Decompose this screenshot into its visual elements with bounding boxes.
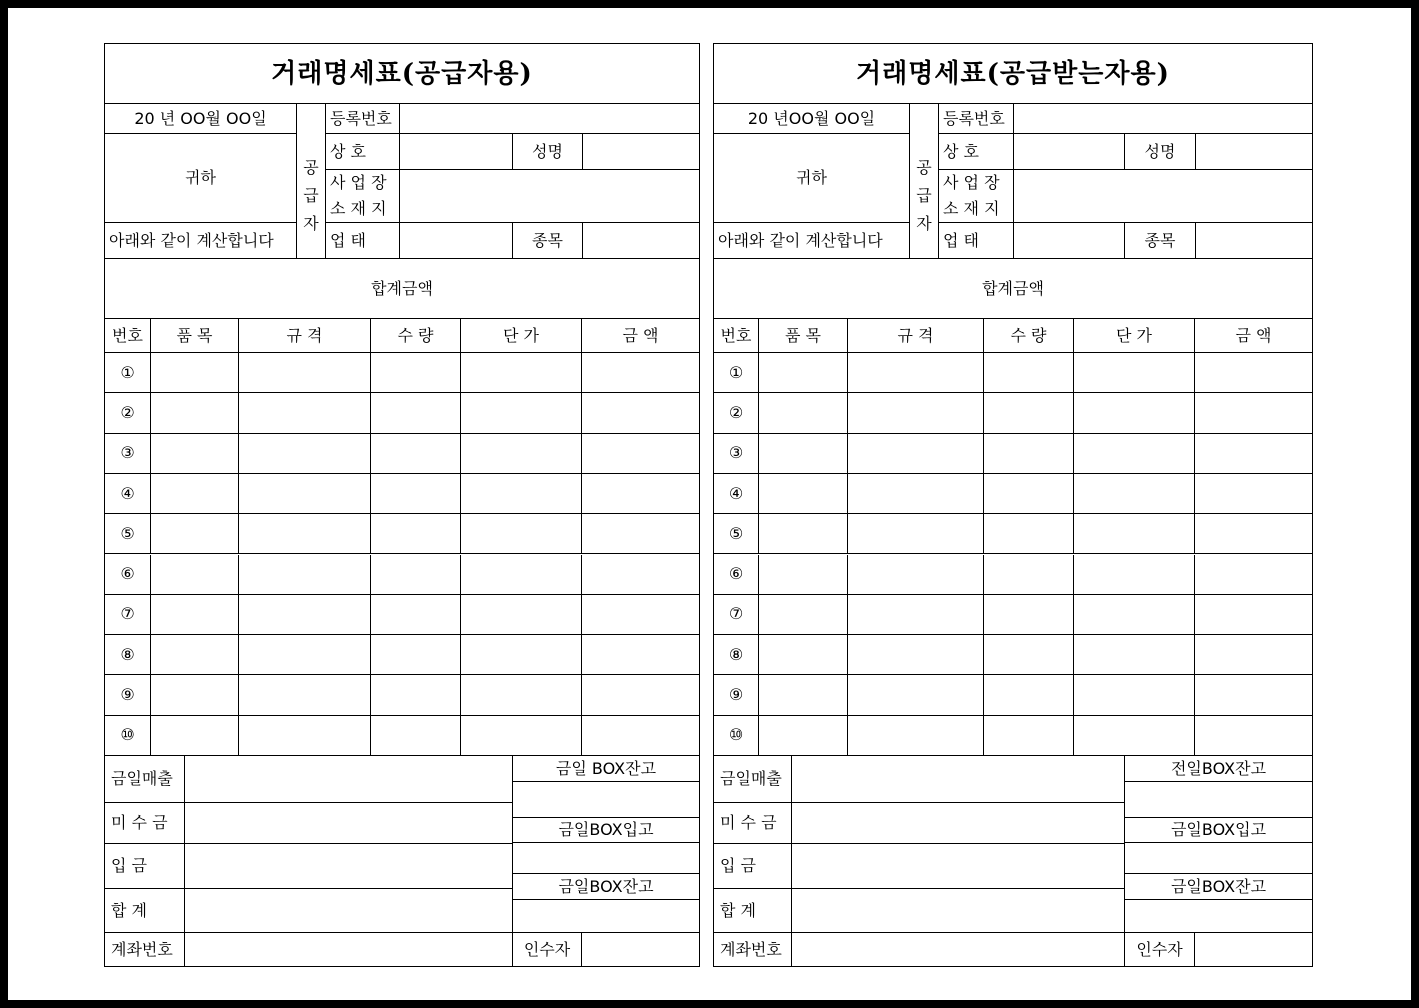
company-field[interactable] (400, 134, 513, 170)
category-field[interactable] (1196, 223, 1312, 259)
table-cell[interactable] (371, 474, 461, 514)
footer-field[interactable] (792, 889, 1125, 933)
row-number: ④ (714, 474, 759, 514)
row-number: ④ (105, 474, 151, 514)
table-cell[interactable] (759, 393, 848, 433)
address-field[interactable] (1014, 170, 1312, 223)
address-label-line: 사 업 장 (943, 173, 1000, 192)
table-cell[interactable] (582, 716, 699, 756)
table-cell[interactable] (759, 675, 848, 715)
table-cell[interactable] (239, 675, 371, 715)
table-cell[interactable] (848, 675, 984, 715)
note-text: 아래와 같이 계산합니다 (714, 223, 910, 259)
table-header-cell: 번호 (105, 319, 151, 353)
table-header-cell: 수 량 (984, 319, 1074, 353)
table-cell[interactable] (984, 434, 1074, 474)
invoice-form-buyer (713, 43, 1313, 967)
table-cell[interactable] (461, 555, 582, 595)
row-number: ③ (105, 434, 151, 474)
row-number: ③ (714, 434, 759, 474)
table-cell[interactable] (239, 393, 371, 433)
table-header-cell: 금 액 (582, 319, 699, 353)
row-number: ② (714, 393, 759, 433)
supplier-label (297, 104, 326, 259)
table-header-cell: 품 목 (759, 319, 848, 353)
table-cell[interactable] (239, 353, 371, 393)
box-label-1: 전일BOX잔고 (1125, 756, 1312, 782)
table-cell[interactable] (239, 595, 371, 635)
table-cell[interactable] (582, 595, 699, 635)
table-cell[interactable] (984, 635, 1074, 675)
business-field[interactable] (1014, 223, 1125, 259)
reg-no-label: 등록번호 (939, 104, 1014, 134)
table-cell[interactable] (582, 393, 699, 433)
company-field[interactable] (1014, 134, 1125, 170)
table-cell[interactable] (1074, 474, 1195, 514)
footer-label: 미 수 금 (105, 803, 185, 844)
table-cell[interactable] (461, 474, 582, 514)
date-field: 20 년 OO월 OO일 (105, 104, 297, 134)
table-cell[interactable] (1074, 514, 1195, 554)
table-header-cell: 수 량 (371, 319, 461, 353)
table-cell[interactable] (759, 514, 848, 554)
name-label: 성명 (1125, 134, 1196, 170)
row-number: ⑤ (714, 514, 759, 554)
table-cell[interactable] (461, 635, 582, 675)
address-label-line: 소 재 지 (330, 199, 387, 218)
table-cell[interactable] (1195, 635, 1312, 675)
table-cell[interactable] (239, 474, 371, 514)
account-field[interactable] (185, 933, 513, 966)
table-cell[interactable] (848, 514, 984, 554)
table-cell[interactable] (1074, 675, 1195, 715)
table-cell[interactable] (759, 635, 848, 675)
footer-label: 입 금 (714, 844, 792, 889)
table-cell[interactable] (1074, 353, 1195, 393)
reg-no-field[interactable] (1014, 104, 1312, 134)
account-label: 계좌번호 (105, 933, 185, 966)
box-field-1[interactable] (1125, 782, 1312, 818)
table-cell[interactable] (759, 555, 848, 595)
table-cell[interactable] (1074, 716, 1195, 756)
footer-label: 입 금 (105, 844, 185, 889)
table-cell[interactable] (151, 514, 239, 554)
box-label-2: 금일BOX입고 (1125, 818, 1312, 843)
table-cell[interactable] (759, 474, 848, 514)
row-number: ⑨ (714, 675, 759, 715)
name-label: 성명 (513, 134, 583, 170)
table-cell[interactable] (1074, 555, 1195, 595)
table-cell[interactable] (371, 353, 461, 393)
footer-field[interactable] (185, 844, 513, 889)
receiver-field[interactable] (1195, 933, 1312, 966)
table-cell[interactable] (1195, 716, 1312, 756)
row-number: ⑩ (714, 716, 759, 756)
table-cell[interactable] (461, 716, 582, 756)
footer-label: 금일매출 (105, 756, 185, 803)
box-label-2: 금일BOX입고 (513, 818, 699, 843)
table-cell[interactable] (1195, 595, 1312, 635)
table-cell[interactable] (151, 434, 239, 474)
form-title: 거래명세표(공급자용) (105, 44, 699, 104)
footer-field[interactable] (185, 756, 513, 803)
table-cell[interactable] (1195, 514, 1312, 554)
table-cell[interactable] (151, 474, 239, 514)
footer-label: 미 수 금 (714, 803, 792, 844)
table-cell[interactable] (1195, 353, 1312, 393)
table-cell[interactable] (848, 716, 984, 756)
box-field-3[interactable] (1125, 900, 1312, 933)
form-title: 거래명세표(공급받는자용) (714, 44, 1312, 104)
table-cell[interactable] (759, 434, 848, 474)
table-cell[interactable] (984, 555, 1074, 595)
table-cell[interactable] (848, 353, 984, 393)
footer-label: 합 계 (714, 889, 792, 933)
receiver-label: 인수자 (513, 933, 582, 966)
note-text: 아래와 같이 계산합니다 (105, 223, 297, 259)
row-number: ⑥ (105, 555, 151, 595)
table-cell[interactable] (371, 393, 461, 433)
table-cell[interactable] (239, 716, 371, 756)
category-field[interactable] (583, 223, 699, 259)
table-cell[interactable] (1074, 595, 1195, 635)
table-cell[interactable] (461, 595, 582, 635)
table-cell[interactable] (461, 353, 582, 393)
address-label (939, 170, 1014, 223)
table-cell[interactable] (371, 595, 461, 635)
table-cell[interactable] (1195, 474, 1312, 514)
company-label: 상 호 (939, 134, 1014, 170)
row-number: ⑦ (714, 595, 759, 635)
date-field: 20 년OO월 OO일 (714, 104, 910, 134)
table-cell[interactable] (759, 595, 848, 635)
table-cell[interactable] (151, 555, 239, 595)
table-cell[interactable] (582, 434, 699, 474)
table-cell[interactable] (371, 635, 461, 675)
footer-field[interactable] (185, 889, 513, 933)
table-cell[interactable] (759, 716, 848, 756)
company-label: 상 호 (326, 134, 400, 170)
address-label (326, 170, 400, 223)
table-cell[interactable] (582, 474, 699, 514)
box-field-2[interactable] (1125, 843, 1312, 874)
footer-field[interactable] (185, 803, 513, 844)
box-field-1[interactable] (513, 782, 699, 818)
business-field[interactable] (400, 223, 513, 259)
table-cell[interactable] (582, 353, 699, 393)
table-cell[interactable] (1195, 393, 1312, 433)
reg-no-field[interactable] (400, 104, 699, 134)
account-label: 계좌번호 (714, 933, 792, 966)
box-label-1: 금일 BOX잔고 (513, 756, 699, 782)
row-number: ① (105, 353, 151, 393)
table-cell[interactable] (582, 555, 699, 595)
table-cell[interactable] (984, 474, 1074, 514)
supplier-char: 급 (303, 186, 319, 205)
box-field-3[interactable] (513, 900, 699, 933)
table-cell[interactable] (461, 514, 582, 554)
table-header-cell: 규 격 (848, 319, 984, 353)
box-label-3: 금일BOX잔고 (1125, 874, 1312, 900)
table-cell[interactable] (461, 393, 582, 433)
table-cell[interactable] (239, 434, 371, 474)
box-label-3: 금일BOX잔고 (513, 874, 699, 900)
table-cell[interactable] (371, 514, 461, 554)
reg-no-label: 등록번호 (326, 104, 400, 134)
table-cell[interactable] (239, 635, 371, 675)
table-cell[interactable] (371, 434, 461, 474)
row-number: ② (105, 393, 151, 433)
table-cell[interactable] (984, 595, 1074, 635)
category-label: 종목 (1125, 223, 1196, 259)
row-number: ⑤ (105, 514, 151, 554)
table-cell[interactable] (582, 514, 699, 554)
table-cell[interactable] (582, 675, 699, 715)
table-header-cell: 단 가 (1074, 319, 1195, 353)
table-cell[interactable] (1074, 635, 1195, 675)
table-cell[interactable] (1195, 555, 1312, 595)
address-label-line: 사 업 장 (330, 173, 387, 192)
footer-field[interactable] (792, 844, 1125, 889)
row-number: ⑨ (105, 675, 151, 715)
table-cell[interactable] (151, 393, 239, 433)
table-cell[interactable] (848, 434, 984, 474)
footer-label: 합 계 (105, 889, 185, 933)
supplier-char: 자 (916, 214, 932, 233)
table-header-cell: 품 목 (151, 319, 239, 353)
table-cell[interactable] (461, 675, 582, 715)
table-cell[interactable] (759, 353, 848, 393)
table-cell[interactable] (1074, 393, 1195, 433)
box-field-2[interactable] (513, 843, 699, 874)
table-cell[interactable] (1195, 675, 1312, 715)
table-cell[interactable] (848, 595, 984, 635)
table-header-cell: 규 격 (239, 319, 371, 353)
supplier-char: 공 (303, 158, 319, 177)
table-cell[interactable] (984, 716, 1074, 756)
table-cell[interactable] (239, 514, 371, 554)
row-number: ⑩ (105, 716, 151, 756)
table-cell[interactable] (371, 555, 461, 595)
receiver-field[interactable] (582, 933, 699, 966)
supplier-char: 자 (303, 214, 319, 233)
total-amount-label: 합계금액 (105, 259, 699, 319)
table-cell[interactable] (371, 675, 461, 715)
table-cell[interactable] (848, 635, 984, 675)
table-cell[interactable] (848, 555, 984, 595)
row-number: ⑦ (105, 595, 151, 635)
invoice-form-supplier (104, 43, 700, 967)
account-field[interactable] (792, 933, 1125, 966)
table-cell[interactable] (151, 635, 239, 675)
row-number: ① (714, 353, 759, 393)
row-number: ⑥ (714, 555, 759, 595)
table-cell[interactable] (151, 716, 239, 756)
table-cell[interactable] (984, 353, 1074, 393)
name-field[interactable] (583, 134, 699, 170)
table-cell[interactable] (371, 716, 461, 756)
supplier-char: 공 (916, 158, 932, 177)
address-label-line: 소 재 지 (943, 199, 1000, 218)
table-header-cell: 번호 (714, 319, 759, 353)
category-label: 종목 (513, 223, 583, 259)
supplier-label (910, 104, 939, 259)
table-cell[interactable] (1195, 434, 1312, 474)
recipient-label: 귀하 (105, 134, 297, 223)
total-amount-label: 합계금액 (714, 259, 1312, 319)
table-cell[interactable] (151, 595, 239, 635)
table-cell[interactable] (151, 353, 239, 393)
footer-field[interactable] (792, 803, 1125, 844)
address-field[interactable] (400, 170, 699, 223)
table-cell[interactable] (1074, 434, 1195, 474)
recipient-label: 귀하 (714, 134, 910, 223)
table-cell[interactable] (239, 555, 371, 595)
footer-label: 금일매출 (714, 756, 792, 803)
row-number: ⑧ (714, 635, 759, 675)
table-header-cell: 금 액 (1195, 319, 1312, 353)
table-cell[interactable] (461, 434, 582, 474)
name-field[interactable] (1196, 134, 1312, 170)
table-header-cell: 단 가 (461, 319, 582, 353)
footer-field[interactable] (792, 756, 1125, 803)
table-cell[interactable] (984, 675, 1074, 715)
business-label: 업 태 (326, 223, 400, 259)
receiver-label: 인수자 (1125, 933, 1195, 966)
supplier-char: 급 (916, 186, 932, 205)
table-cell[interactable] (984, 393, 1074, 433)
table-cell[interactable] (848, 393, 984, 433)
table-cell[interactable] (582, 635, 699, 675)
table-cell[interactable] (984, 514, 1074, 554)
business-label: 업 태 (939, 223, 1014, 259)
row-number: ⑧ (105, 635, 151, 675)
table-cell[interactable] (151, 675, 239, 715)
table-cell[interactable] (848, 474, 984, 514)
